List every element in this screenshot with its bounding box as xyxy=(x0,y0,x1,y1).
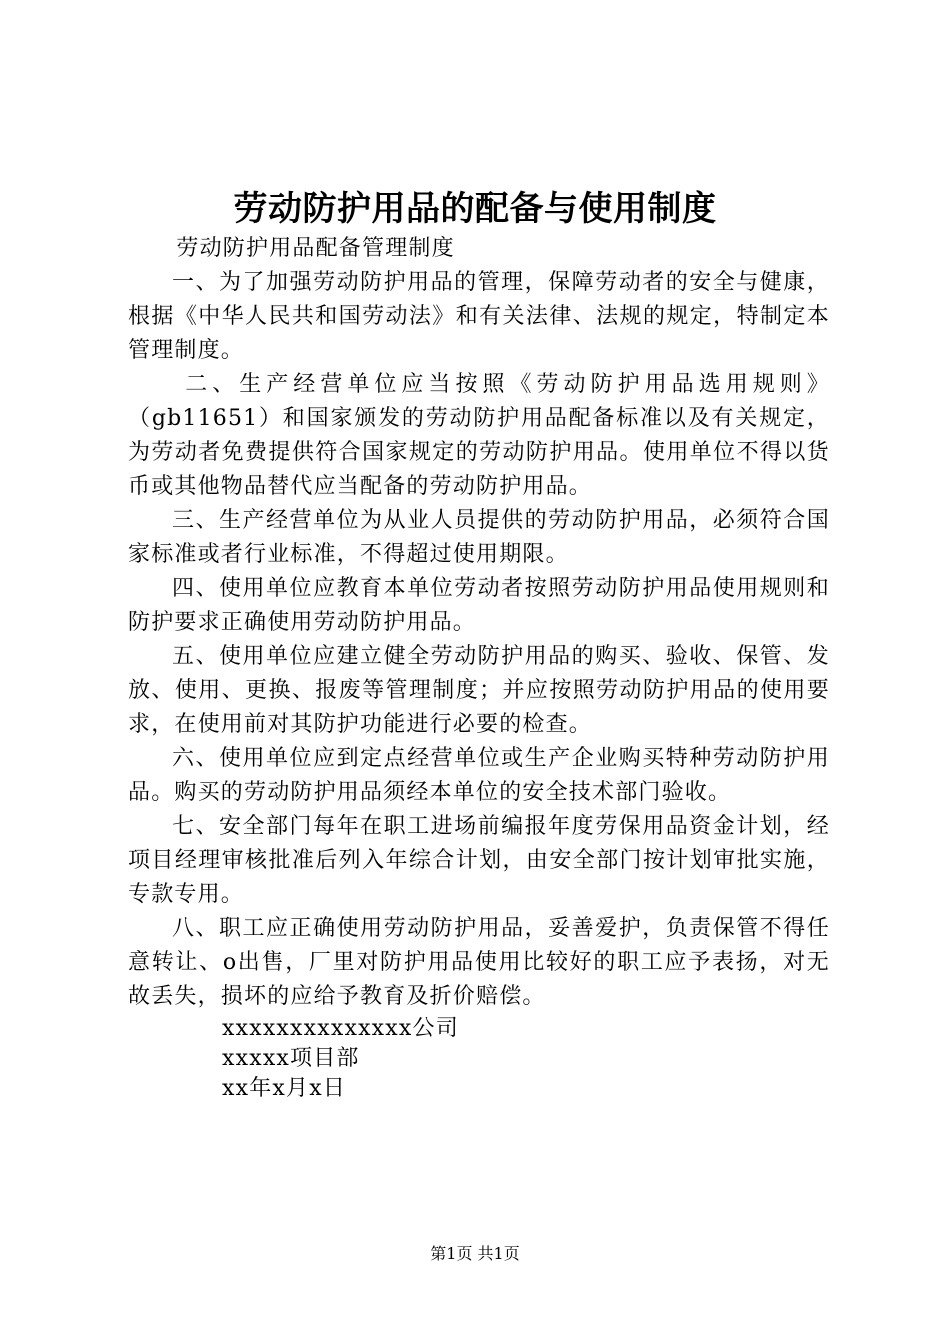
signature-department: xxxxx项目部 xyxy=(222,1046,360,1071)
paragraph-6: 六、使用单位应到定点经营单位或生产企业购买特种劳动防护用品。购买的劳动防护用品须经本单位的安全技术部门验收。 xyxy=(128,746,830,805)
document-title: 劳动防护用品的配备与使用制度 xyxy=(233,189,717,229)
signature-company: xxxxxxxxxxxxxx公司 xyxy=(222,1016,459,1041)
paragraph-4: 四、使用单位应教育本单位劳动者按照劳动防护用品使用规则和防护要求正确使用劳动防护用品。 xyxy=(128,576,830,635)
paragraph-3: 三、生产经营单位为从业人员提供的劳动防护用品，必须符合国家标准或者行业标准，不得超过使用期限。 xyxy=(128,508,830,567)
paragraph-7: 七、安全部门每年在职工进场前编报年度劳保用品资金计划，经项目经理审核批准后列入年综合计划，由安全部门按计划审批实施，专款专用。 xyxy=(128,814,830,907)
signature-date: xx年x月x日 xyxy=(222,1076,347,1101)
section-heading: 劳动防护用品配备管理制度 xyxy=(176,236,455,261)
paragraph-2: 二、生产经营单位应当按照《劳动防护用品选用规则》（gb11651）和国家颁发的劳动防护用品配备标准以及有关规定，为劳动者免费提供符合国家规定的劳动防护用品。使用单位不得以货币或其他物品替代应当配备的劳动防护用品。 xyxy=(128,372,830,499)
page-number: 第1页 共1页 xyxy=(430,1244,520,1263)
paragraph-5: 五、使用单位应建立健全劳动防护用品的购买、验收、保管、发放、使用、更换、报废等管理制度；并应按照劳动防护用品的使用要求，在使用前对其防护功能进行必要的检查。 xyxy=(128,644,830,737)
paragraph-8: 八、职工应正确使用劳动防护用品，妥善爱护，负责保管不得任意转让、o出售，厂里对防护用品使用比较好的职工应予表扬，对无故丢失，损坏的应给予教育及折价赔偿。 xyxy=(128,916,830,1009)
paragraph-1: 一、为了加强劳动防护用品的管理，保障劳动者的安全与健康，根据《中华人民共和国劳动法》和有关法律、法规的规定，特制定本管理制度。 xyxy=(128,270,830,363)
document-body xyxy=(128,232,830,1104)
